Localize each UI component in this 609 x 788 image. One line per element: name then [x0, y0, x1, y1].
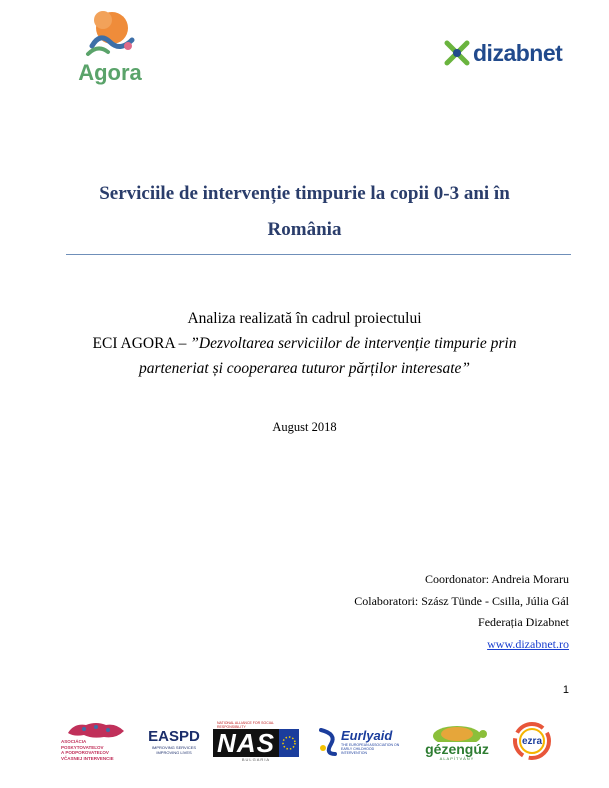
subtitle-line-1: Analiza realizată în cadrul proiectului [187, 310, 422, 327]
subtitle-project-title-2: parteneriat și cooperarea tuturor părților interesate” [138, 360, 471, 377]
publication-date: August 2018 [272, 420, 337, 434]
dizabnet-logo-text: dizabnet [473, 39, 563, 66]
document-title [40, 176, 569, 248]
easpd-logo-text: EASPD [148, 727, 200, 745]
subtitle-line-2 [40, 331, 569, 356]
nas-logo-text: NAS [213, 729, 279, 757]
ezra-logo [510, 716, 554, 766]
title-line-2: România [267, 219, 342, 240]
ezra-logo-text: ezra [521, 735, 542, 747]
gezenguz-tagline: ALAPÍTVÁNY [439, 755, 475, 761]
federation-text: Federația Dizabnet [478, 615, 569, 629]
easpd-tagline: IMPROVING SERVICES IMPROVING LIVES [151, 744, 197, 755]
title-divider [66, 254, 571, 255]
agora-logo-icon [70, 6, 150, 66]
collaborators-text: Colaboratori: Szász Tünde - Csilla, Júlia Gál [354, 593, 569, 608]
asociacia-line-1: ASOCIÁCIA [61, 739, 87, 744]
website-link[interactable]: www.dizabnet.ro [487, 636, 569, 651]
asociacia-line-3: A PODPOROVATEĽOV [61, 750, 109, 755]
agora-logo-text: Agora [78, 60, 142, 85]
eu-flag-icon [279, 729, 299, 757]
page-number: 1 [562, 684, 569, 696]
subtitle-project-name: ECI AGORA – [92, 335, 191, 352]
asociacia-line-4: VČASNEJ INTERVENCIE [61, 755, 114, 761]
eurlyaid-tagline: THE EUROPEAN ASSOCIATION ON EARLY CHILDHOOD INTERVENTION [341, 742, 400, 755]
gezenguz-turtle-icon [427, 722, 487, 742]
subtitle-project-title-1: ”Dezvoltarea serviciilor de intervenție timpurie prin [190, 335, 517, 352]
dizabnet-logo [444, 38, 562, 68]
gezenguz-logo-text: gézengúz [425, 740, 489, 757]
nas-tagline: NATIONAL ALLIANCE FOR SOCIAL RESPONSIBILITY [217, 720, 274, 729]
easpd-logo [144, 716, 204, 766]
dizabnet-logo-icon [444, 40, 470, 66]
nas-sub: BULGARIA [241, 756, 271, 762]
credits-block [354, 569, 569, 655]
title-line-1: Serviciile de intervenție timpurie la copii 0-3 ani în [99, 183, 510, 204]
eurlyaid-swirl-icon [317, 726, 339, 756]
asociacia-line-2: POSKYTOVATEĽOV [61, 744, 104, 750]
gezenguz-logo [416, 716, 498, 766]
nas-logo [216, 716, 296, 766]
eurlyaid-logo-text: Eurlyaid [341, 727, 393, 743]
asociacia-logo [56, 716, 136, 766]
eurlyaid-logo [314, 716, 404, 766]
coordinator-text: Coordonator: Andreia Moraru [425, 572, 569, 586]
subtitle-block [40, 306, 569, 381]
slovakia-map-icon [66, 721, 126, 739]
